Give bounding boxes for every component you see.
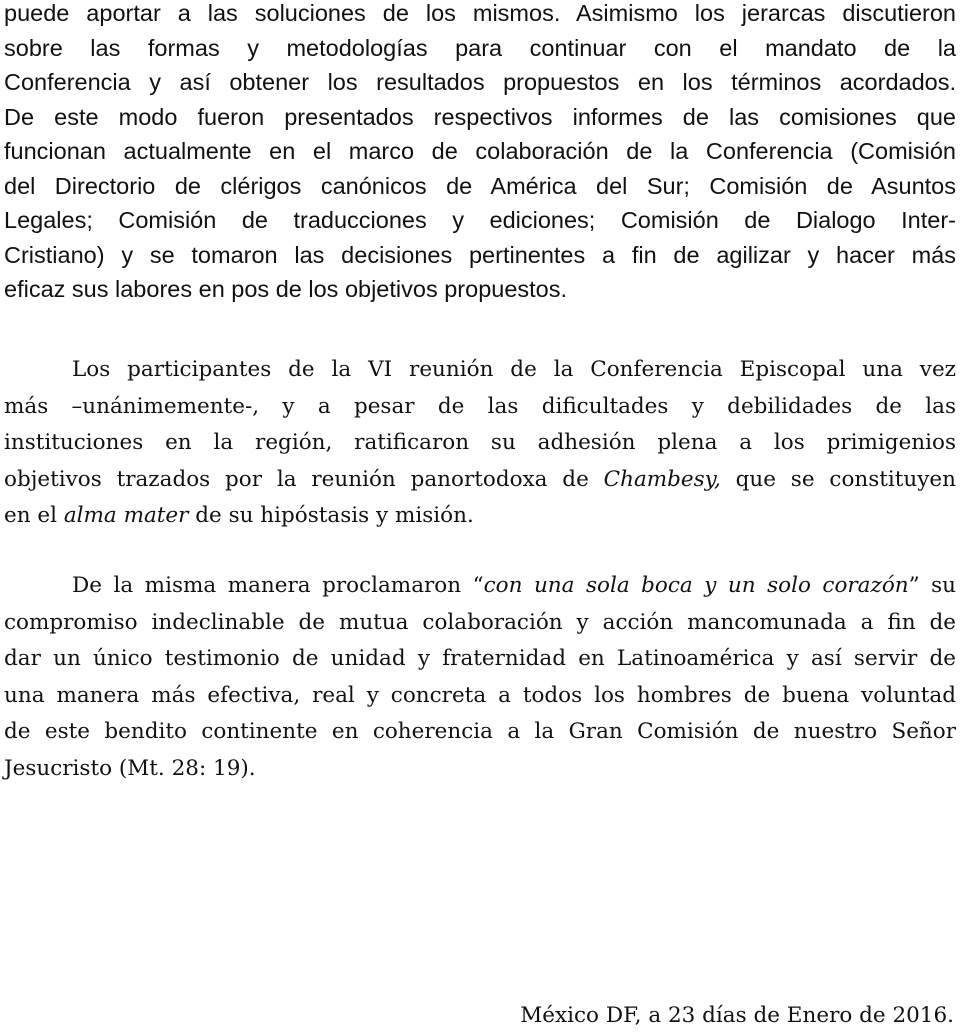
text-line: puede aportar a las soluciones de los mismos. Asimismo los jerarcas discutieron [4, 0, 956, 26]
text-line: Conferencia y así obtener los resultados propuestos en los términos acordados. [4, 69, 956, 95]
text-line: de este bendito continente en coherencia a la Gran Comisión de nuestro Señor [4, 719, 956, 744]
text-line: más –unánimemente-, y a pesar de las dificultades y debilidades de las [4, 393, 956, 419]
text-line [4, 568, 956, 605]
text-line: compromiso indeclinable de mutua colaboración y acción mancomunada a fin de [4, 609, 956, 635]
text-line [4, 462, 956, 499]
text-line: Jesucristo (Mt. 28: 19). [4, 755, 256, 781]
text-line: Cristiano) y se tomaron las decisiones pertinentes a fin de agilizar y hacer más [4, 241, 956, 268]
italic-quote: con una sola boca y un solo corazón [483, 573, 909, 598]
paragraph-participants [4, 352, 956, 535]
italic-phrase: alma mater [63, 503, 189, 528]
text-run: ” su [908, 573, 956, 598]
paragraph-commitment [4, 568, 956, 787]
text-run: en el [4, 503, 64, 528]
text-line: Los participantes de la VI reunión de la Conferencia Episcopal una vez [72, 357, 956, 382]
text-line: De este modo fueron presentados respectivos informes de las comisiones que [4, 103, 956, 130]
text-line: instituciones en la región, ratificaron su adhesión plena a los primigenios [4, 430, 956, 455]
text-line: dar un único testimonio de unidad y fraternidad en Latinoamérica y así servir de [4, 646, 956, 671]
signoff-place-date: México DF, a 23 días de Enero de 2016. [520, 1003, 954, 1028]
text-line: Legales; Comisión de traducciones y ediciones; Comisión de Dialogo Inter- [4, 207, 956, 233]
italic-place-name: Chambesy, [603, 466, 721, 492]
text-line [4, 498, 956, 535]
text-run: De la misma manera proclamaron “ [72, 573, 484, 598]
paragraph-commissions [4, 0, 956, 307]
text-run: de su hipóstasis y misión. [188, 503, 474, 528]
text-run: que se constituyen [720, 466, 956, 492]
text-line: sobre las formas y metodologías para continuar con el mandato de la [4, 34, 956, 61]
text-line: funcionan actualmente en el marco de colaboración de la Conferencia (Comisión [4, 138, 956, 164]
text-line: una manera más efectiva, real y concreta a todos los hombres de buena voluntad [4, 682, 956, 708]
text-run: objetivos trazados por la reunión panortodoxa de [4, 466, 604, 492]
text-line: del Directorio de clérigos canónicos de América del Sur; Comisión de Asuntos [4, 172, 956, 199]
text-line: eficaz sus labores en pos de los objetivos propuestos. [4, 276, 568, 302]
